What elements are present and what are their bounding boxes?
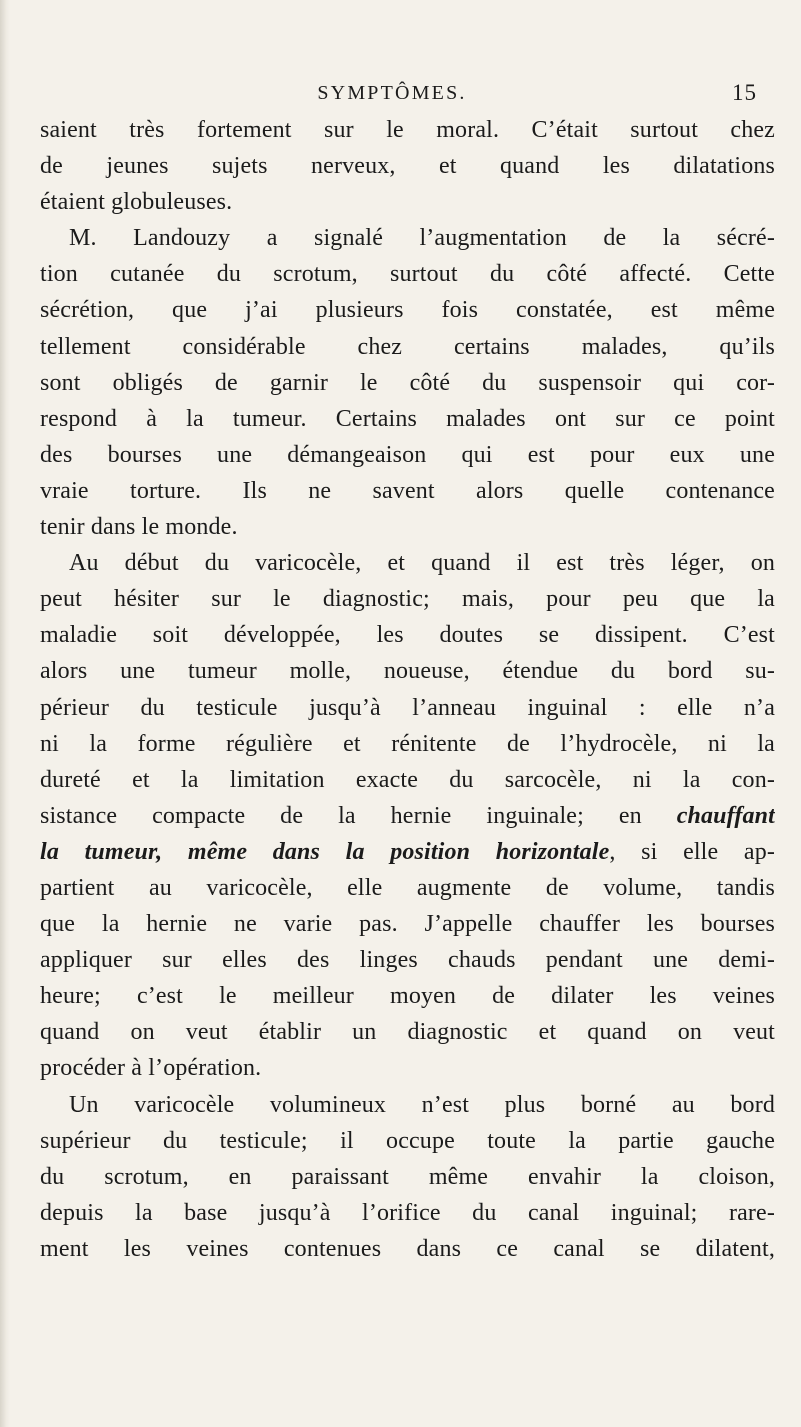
text-line: étaient globuleuses.	[40, 189, 233, 216]
text-line: que la hernie ne varie pas. J’appelle chauffer les bourses	[40, 911, 775, 938]
text-line: heure; c’est le meilleur moyen de dilater les veines	[40, 983, 775, 1010]
text-line: Au début du varicocèle, et quand il est très léger, on	[69, 550, 775, 577]
page-edge-shadow	[0, 0, 10, 1427]
text-line: de jeunes sujets nerveux, et quand les dilatations	[40, 153, 775, 180]
text-line: alors une tumeur molle, noueuse, étendue du bord su-	[40, 658, 775, 685]
text-line: tellement considérable chez certains malades, qu’ils	[40, 333, 775, 360]
text-line: procéder à l’opération.	[40, 1055, 262, 1082]
text-segment: , si elle ap-	[609, 838, 775, 865]
text-line	[40, 834, 775, 870]
text-line: sont obligés de garnir le côté du suspensoir qui cor-	[40, 369, 775, 396]
page-number: 15	[732, 80, 757, 105]
text-line: ni la forme régulière et rénitente de l’hydrocèle, ni la	[40, 730, 775, 757]
text-line: respond à la tumeur. Certains malades ont sur ce point	[40, 405, 775, 432]
text-line: depuis la base jusqu’à l’orifice du canal inguinal; rare-	[40, 1199, 775, 1226]
text-line: sécrétion, que j’ai plusieurs fois constatée, est même	[40, 297, 775, 324]
text-line: supérieur du testicule; il occupe toute la partie gauche	[40, 1127, 775, 1154]
text-line: du scrotum, en paraissant même envahir la cloison,	[40, 1163, 775, 1190]
italic-text: la tumeur, même dans la position horizontale	[40, 838, 610, 865]
text-line: dureté et la limitation exacte du sarcocèle, ni la con-	[40, 766, 775, 793]
italic-text: chauffant	[676, 802, 775, 829]
text-line: ment les veines contenues dans ce canal se dilatent,	[40, 1235, 775, 1262]
text-line: saient très fortement sur le moral. C’était surtout chez	[40, 117, 775, 143]
text-line: tion cutanée du scrotum, surtout du côté affecté. Cette	[40, 261, 775, 288]
body-text	[40, 112, 775, 1267]
text-line: quand on veut établir un diagnostic et quand on veut	[40, 1019, 775, 1046]
text-line: M. Landouzy a signalé l’augmentation de la sécré-	[69, 225, 775, 252]
text-segment: sistance compacte de la hernie inguinale; en	[40, 802, 642, 829]
text-line: peut hésiter sur le diagnostic; mais, pour peu que la	[40, 586, 775, 613]
running-head	[0, 82, 801, 110]
text-line: partient au varicocèle, elle augmente de volume, tandis	[40, 874, 775, 901]
text-line: périeur du testicule jusqu’à l’anneau inguinal : elle n’a	[40, 694, 775, 721]
text-line: tenir dans le monde.	[40, 514, 238, 541]
text-line: vraie torture. Ils ne savent alors quelle contenance	[40, 477, 775, 504]
text-line: maladie soit développée, les doutes se dissipent. C’est	[40, 622, 775, 649]
text-line	[40, 798, 775, 834]
text-line: appliquer sur elles des linges chauds pendant une demi-	[40, 947, 775, 974]
text-line: Un varicocèle volumineux n’est plus borné au bord	[69, 1091, 775, 1118]
text-line: des bourses une démangeaison qui est pour eux une	[40, 441, 775, 468]
running-title: SYMPTÔMES.	[317, 82, 467, 104]
